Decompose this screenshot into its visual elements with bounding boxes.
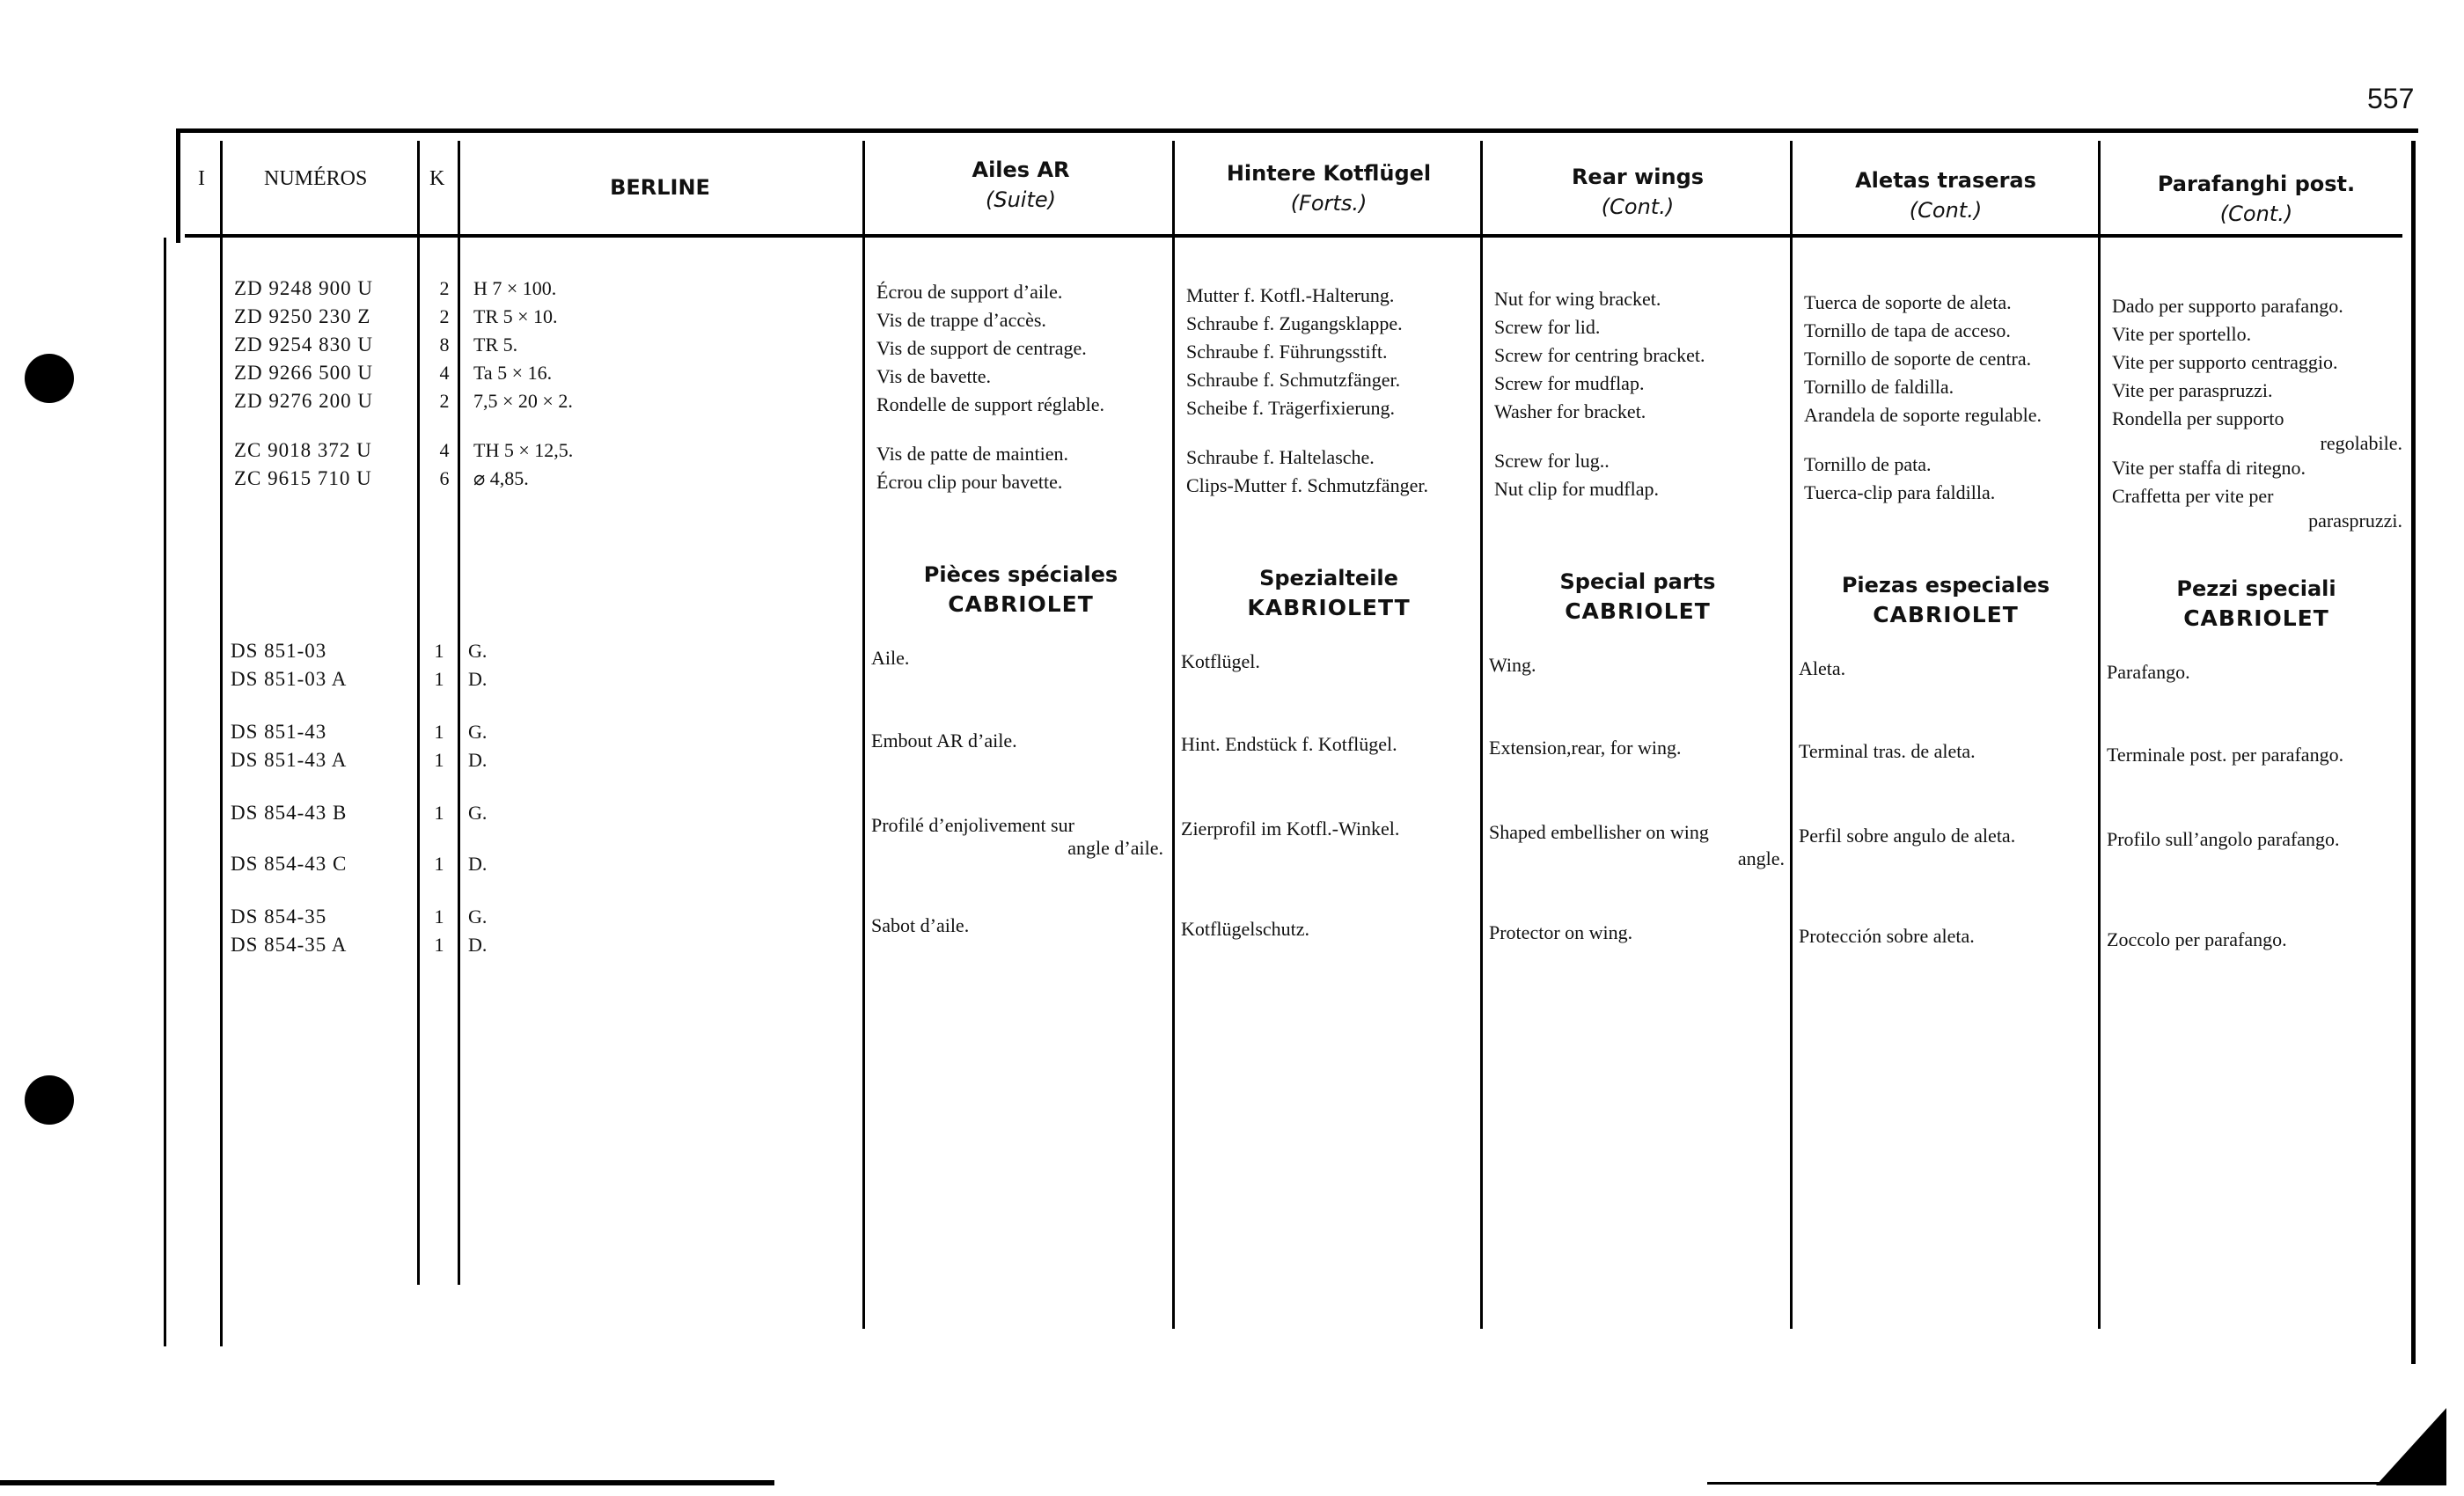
cabrio-description-fr: Embout AR d’aile.	[871, 730, 1017, 752]
special-it	[2105, 574, 2408, 634]
description-es: Tornillo de tapa de acceso.	[1804, 319, 2011, 341]
part-number: DS 851-03	[231, 640, 327, 662]
part-number: ZC 9018 372 U	[234, 439, 372, 461]
description-de: Clips-Mutter f. Schmutzfänger.	[1186, 474, 1428, 496]
special-es-title: Piezas especiales	[1841, 573, 2050, 598]
side-indicator: D.	[468, 668, 488, 690]
special-en-title: Special parts	[1559, 569, 1716, 594]
part-number: ZD 9276 200 U	[234, 390, 374, 412]
side-indicator: D.	[468, 934, 488, 956]
bottom-rule-right	[1707, 1482, 2411, 1485]
header-de-sub: (Forts.)	[1290, 191, 1368, 216]
side-indicator: G.	[468, 802, 488, 824]
cabrio-description-en-cont: angle.	[1737, 847, 1785, 869]
side-indicator: D.	[468, 749, 488, 771]
part-number: ZD 9254 830 U	[234, 334, 374, 356]
description-fr: Écrou de support d’aile.	[876, 281, 1063, 303]
binder-hole-top	[25, 354, 74, 403]
special-de-model: KABRIOLETT	[1247, 595, 1411, 620]
quantity: 2	[439, 277, 450, 299]
description-fr: Rondelle de support réglable.	[876, 393, 1105, 415]
header-col-k: K	[429, 167, 445, 190]
side-indicator: D.	[468, 853, 488, 875]
col-sep-left	[164, 238, 166, 1346]
header-fr-sub: (Suite)	[985, 187, 1056, 212]
header-bottom-border	[185, 234, 2402, 238]
part-number: DS 851-43 A	[231, 749, 348, 771]
table-right-border	[2411, 141, 2416, 1364]
header-fr	[871, 155, 1170, 215]
cabrio-description-fr: Profilé d’enjolivement sur	[871, 814, 1074, 836]
special-es	[1795, 570, 2096, 630]
header-en-sub: (Cont.)	[1601, 194, 1675, 219]
cabrio-description-it: Parafango.	[2107, 661, 2190, 683]
quantity: 1	[434, 668, 444, 690]
description-en: Nut clip for mudflap.	[1494, 478, 1659, 500]
part-number: ZC 9615 710 U	[234, 467, 372, 489]
header-it-title: Parafanghi post.	[2157, 172, 2356, 196]
description-es: Tornillo de pata.	[1804, 453, 1932, 475]
description-de: Schraube f. Schmutzfänger.	[1186, 369, 1401, 391]
description-it-cont: paraspruzzi.	[2308, 510, 2402, 532]
description-it: Vite per supporto centraggio.	[2112, 351, 2338, 373]
special-it-model: CABRIOLET	[2183, 605, 2329, 631]
cabrio-description-en: Shaped embellisher on wing	[1489, 821, 1709, 843]
col-sep-k	[458, 141, 460, 1285]
description-es: Tuerca-clip para faldilla.	[1804, 481, 1996, 503]
quantity: 1	[434, 934, 444, 956]
description-it: Vite per sportello.	[2112, 323, 2252, 345]
part-number: DS 854-43 C	[231, 853, 348, 875]
description-fr: Vis de support de centrage.	[876, 337, 1087, 359]
special-fr-model: CABRIOLET	[948, 591, 1094, 617]
special-es-model: CABRIOLET	[1873, 602, 2019, 627]
special-de-title: Spezialteile	[1259, 566, 1398, 590]
special-fr-title: Pièces spéciales	[923, 562, 1118, 587]
description-it: Vite per paraspruzzi.	[2112, 379, 2273, 401]
binder-hole-bottom	[25, 1075, 74, 1125]
quantity: 1	[434, 853, 444, 875]
quantity: 6	[439, 467, 450, 489]
col-sep-en	[1790, 141, 1793, 1329]
description-es: Tornillo de soporte de centra.	[1804, 348, 2032, 370]
side-indicator: G.	[468, 906, 488, 928]
special-en	[1487, 567, 1788, 627]
header-en-title: Rear wings	[1571, 165, 1705, 189]
description-en: Nut for wing bracket.	[1494, 288, 1661, 310]
description-de: Mutter f. Kotfl.-Halterung.	[1186, 284, 1395, 306]
cabrio-description-fr-cont: angle d’aile.	[1067, 837, 1163, 859]
part-number: ZD 9266 500 U	[234, 362, 374, 384]
description-it: Dado per supporto parafango.	[2112, 295, 2343, 317]
description-en: Washer for bracket.	[1494, 400, 1646, 422]
description-de: Schraube f. Zugangsklappe.	[1186, 312, 1403, 334]
side-indicator: G.	[468, 721, 488, 743]
quantity: 4	[439, 362, 450, 384]
cabrio-description-es: Perfil sobre angulo de aleta.	[1799, 825, 2016, 847]
description-de: Schraube f. Führungsstift.	[1186, 341, 1388, 363]
cabrio-description-it: Zoccolo per parafango.	[2107, 928, 2287, 950]
description-de: Schraube f. Haltelasche.	[1186, 446, 1375, 468]
specification: ⌀ 4,85.	[473, 467, 529, 489]
quantity: 8	[439, 334, 450, 356]
cabrio-description-fr: Aile.	[871, 647, 910, 669]
description-de: Scheibe f. Trägerfixierung.	[1186, 397, 1396, 419]
quantity: 1	[434, 749, 444, 771]
description-en: Screw for mudflap.	[1494, 372, 1645, 394]
specification: TR 5 × 10.	[473, 305, 558, 327]
quantity: 1	[434, 906, 444, 928]
col-sep-numeros	[417, 141, 420, 1285]
table-left-border	[176, 128, 180, 243]
header-fr-title: Ailes AR	[972, 158, 1070, 182]
part-number: ZD 9248 900 U	[234, 277, 374, 299]
cabrio-description-fr: Sabot d’aile.	[871, 914, 970, 936]
col-sep-berline	[862, 141, 865, 1329]
page-number: 557	[2367, 83, 2415, 114]
cabrio-description-en: Extension,rear, for wing.	[1489, 737, 1682, 759]
description-es: Arandela de soporte regulable.	[1804, 404, 2042, 426]
special-de	[1179, 563, 1478, 623]
specification: H 7 × 100.	[473, 277, 557, 299]
description-it: Craffetta per vite per	[2112, 485, 2274, 507]
part-number: DS 854-43 B	[231, 802, 348, 824]
cabrio-description-de: Kotflügelschutz.	[1181, 918, 1310, 940]
header-es-title: Aletas traseras	[1855, 168, 2036, 193]
col-sep-fr	[1172, 141, 1175, 1329]
description-en: Screw for lug..	[1494, 450, 1610, 472]
special-it-title: Pezzi speciali	[2176, 576, 2336, 601]
description-en: Screw for centring bracket.	[1494, 344, 1705, 366]
header-de-title: Hintere Kotflügel	[1226, 161, 1432, 186]
cabrio-description-es: Aleta.	[1799, 657, 1846, 679]
part-number: ZD 9250 230 Z	[234, 305, 371, 327]
header-en	[1487, 162, 1788, 222]
quantity: 1	[434, 721, 444, 743]
description-it-cont: regolabile.	[2320, 432, 2402, 454]
description-it: Rondella per supporto	[2112, 407, 2284, 429]
specification: TH 5 × 12,5.	[473, 439, 574, 461]
table-top-border	[176, 128, 2418, 133]
header-it	[2105, 169, 2408, 229]
header-col-i: I	[198, 167, 205, 190]
quantity: 1	[434, 640, 444, 662]
part-number: DS 851-03 A	[231, 668, 348, 690]
specification: TR 5.	[473, 334, 518, 356]
specification: Ta 5 × 16.	[473, 362, 553, 384]
quantity: 2	[439, 390, 450, 412]
header-it-sub: (Cont.)	[2219, 202, 2293, 226]
specification: 7,5 × 20 × 2.	[473, 390, 573, 412]
header-col-numeros: NUMÉROS	[264, 167, 368, 190]
description-fr: Vis de patte de maintien.	[876, 443, 1069, 465]
corner-mark	[2376, 1408, 2446, 1487]
description-es: Tornillo de faldilla.	[1804, 376, 1954, 398]
part-number: DS 854-35	[231, 906, 327, 928]
cabrio-description-de: Zierprofil im Kotfl.-Winkel.	[1181, 818, 1400, 840]
description-es: Tuerca de soporte de aleta.	[1804, 291, 2012, 313]
bottom-rule-left	[0, 1480, 774, 1485]
cabrio-description-de: Hint. Endstück f. Kotflügel.	[1181, 733, 1397, 755]
description-it: Vite per staffa di ritegno.	[2112, 457, 2306, 479]
header-col-berline: BERLINE	[610, 175, 710, 200]
cabrio-description-en: Wing.	[1489, 654, 1536, 676]
col-sep-i	[220, 141, 223, 1346]
quantity: 1	[434, 802, 444, 824]
col-sep-es	[2098, 141, 2101, 1329]
header-de	[1179, 158, 1478, 218]
part-number: DS 854-35 A	[231, 934, 348, 956]
quantity: 4	[439, 439, 450, 461]
cabrio-description-es: Protección sobre aleta.	[1799, 925, 1975, 947]
header-es	[1795, 165, 2096, 225]
col-sep-de	[1480, 141, 1483, 1329]
header-es-sub: (Cont.)	[1909, 198, 1983, 223]
special-en-model: CABRIOLET	[1565, 598, 1711, 624]
description-fr: Vis de bavette.	[876, 365, 992, 387]
cabrio-description-de: Kotflügel.	[1181, 650, 1260, 672]
side-indicator: G.	[468, 640, 488, 662]
description-fr: Écrou clip pour bavette.	[876, 471, 1063, 493]
description-en: Screw for lid.	[1494, 316, 1601, 338]
cabrio-description-it: Profilo sull’angolo parafango.	[2107, 828, 2340, 850]
part-number: DS 851-43	[231, 721, 327, 743]
cabrio-description-en: Protector on wing.	[1489, 921, 1633, 943]
cabrio-description-it: Terminale post. per parafango.	[2107, 744, 2344, 766]
quantity: 2	[439, 305, 450, 327]
special-fr	[871, 560, 1170, 620]
description-fr: Vis de trappe d’accès.	[876, 309, 1046, 331]
cabrio-description-es: Terminal tras. de aleta.	[1799, 740, 1976, 762]
